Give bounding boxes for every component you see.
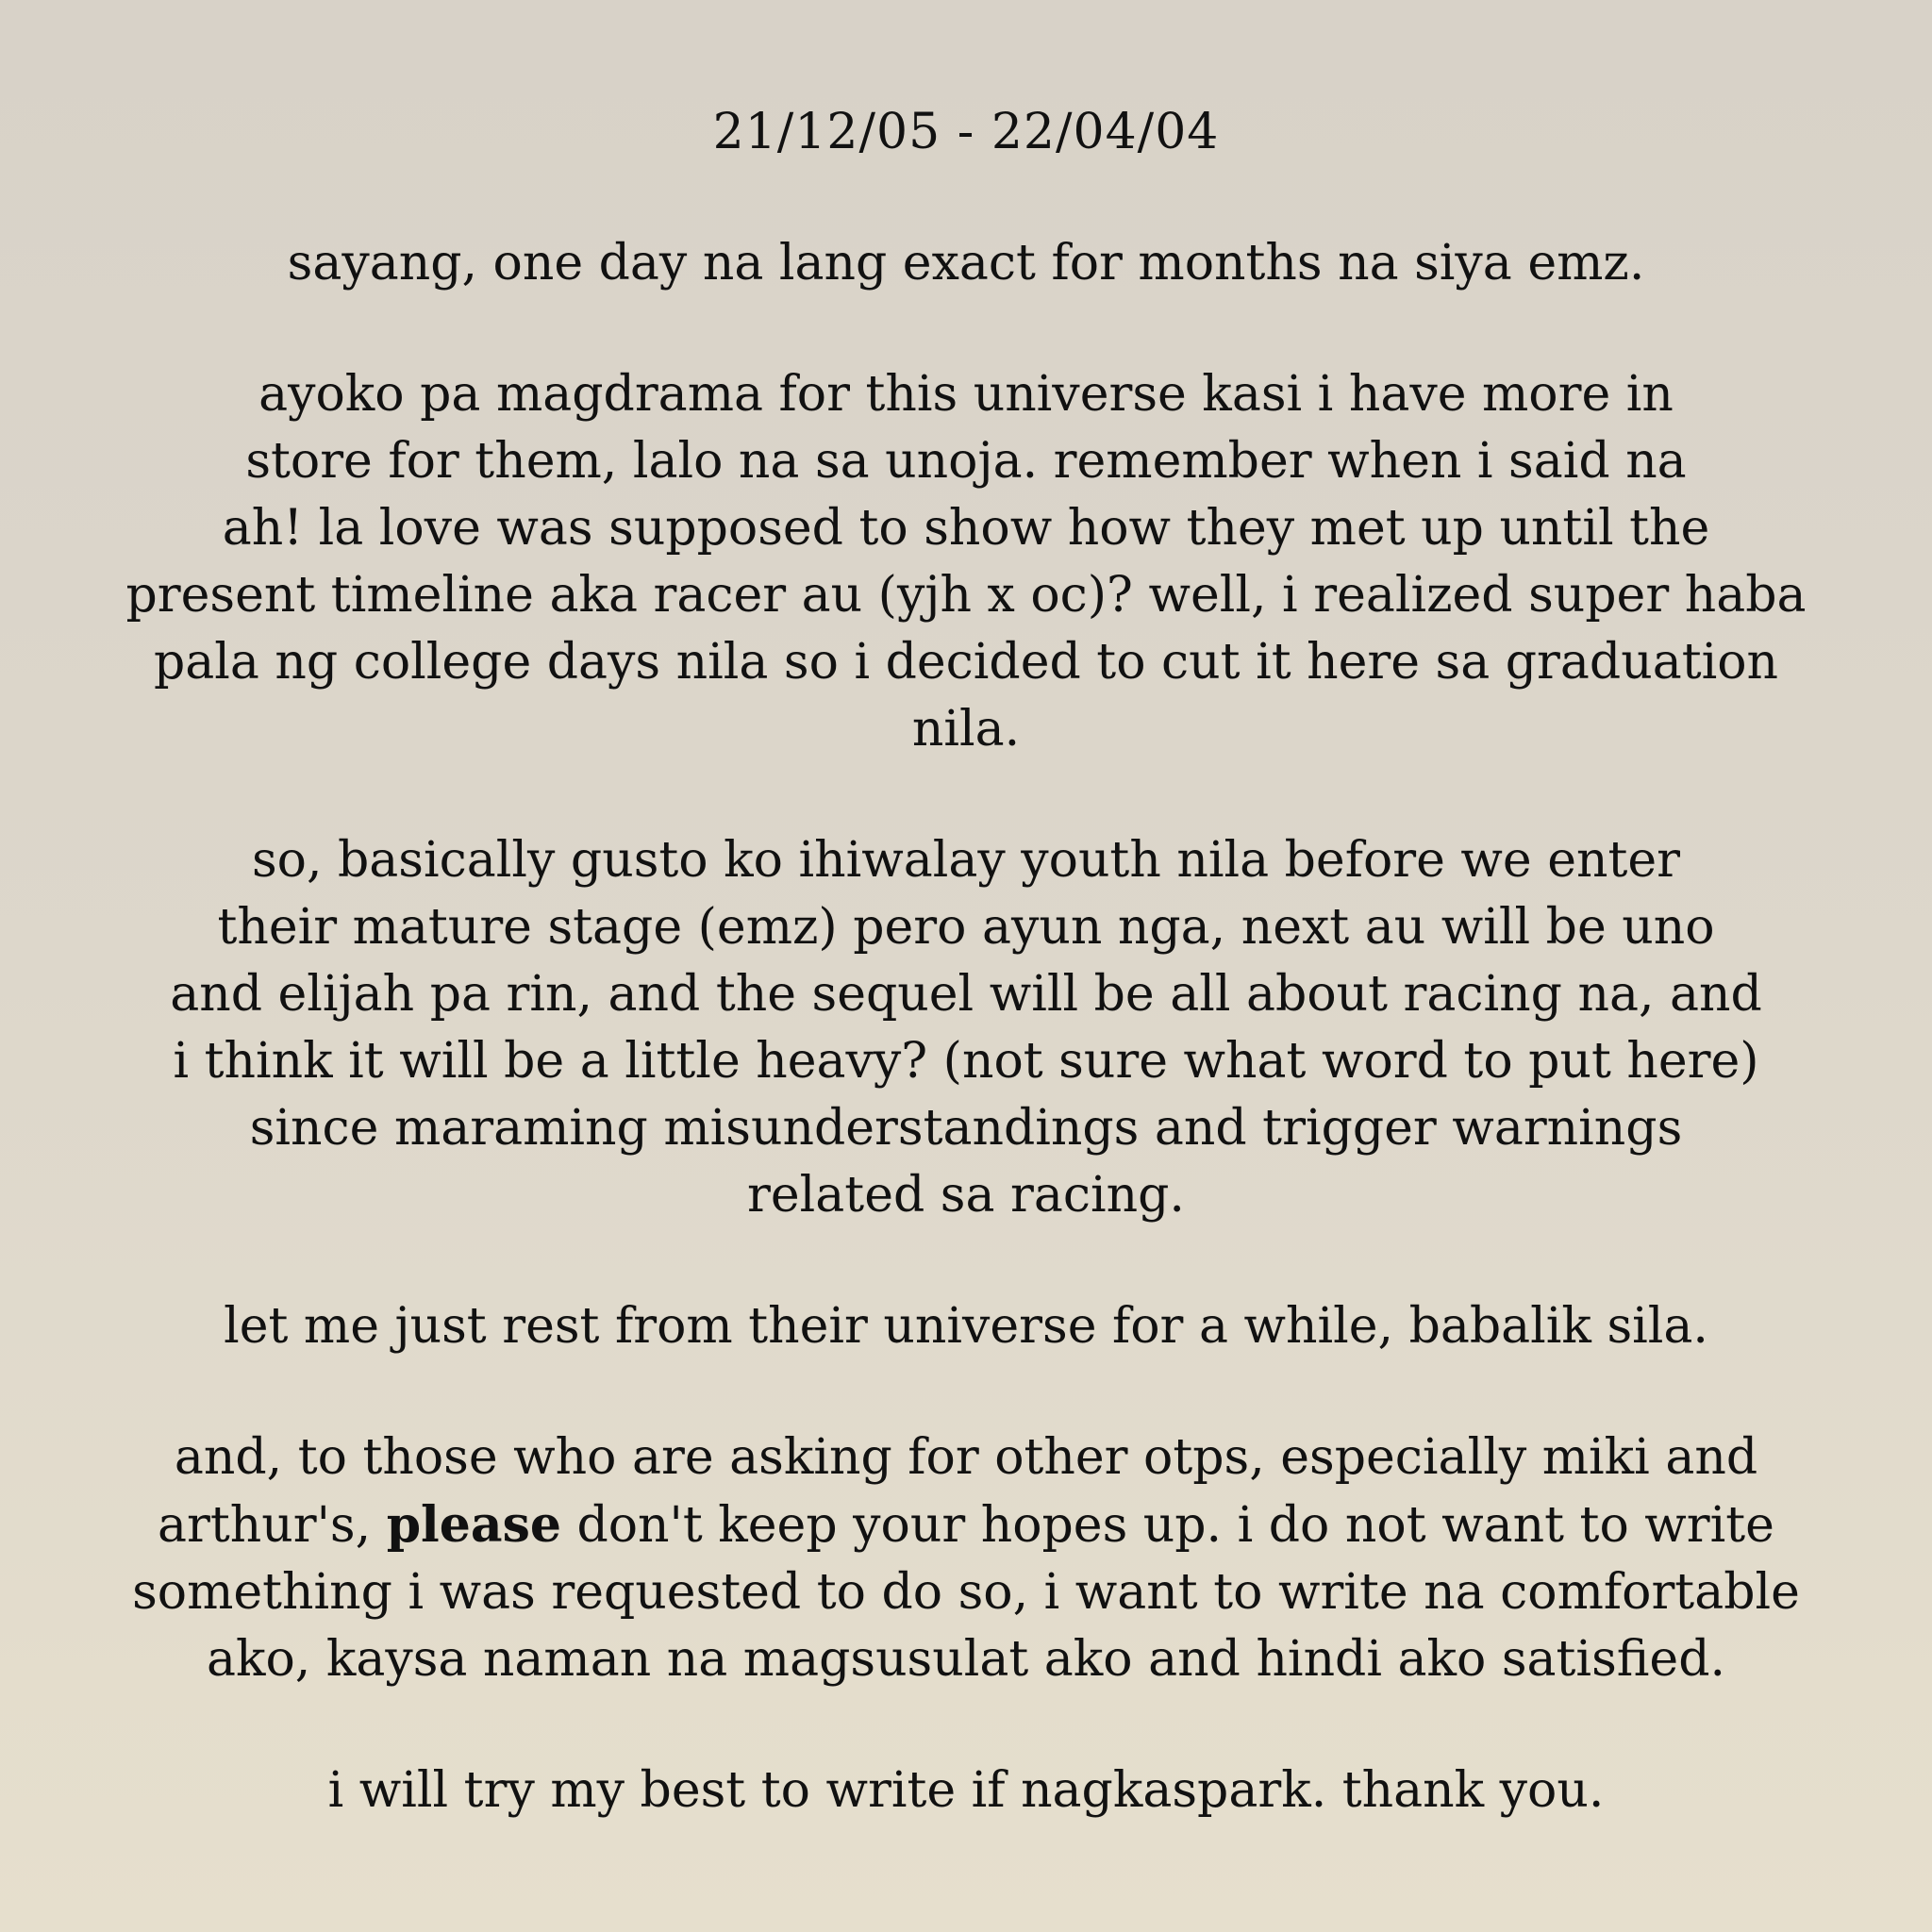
text-line: ah! la love was supposed to show how they met up until the — [222, 500, 1710, 557]
text-line: since maraming misunderstandings and trigger warnings — [249, 1100, 1683, 1157]
text-line — [70, 1491, 1862, 1559]
paragraph-1 — [70, 230, 1862, 297]
text-line: i think it will be a little heavy? (not sure what word to put here) — [173, 1033, 1759, 1090]
paragraph-3 — [70, 827, 1862, 1229]
text-line: their mature stage (emz) pero ayun nga, next au will be uno — [217, 899, 1715, 956]
paragraph-2 — [70, 361, 1862, 763]
paragraph-6 — [70, 1757, 1862, 1824]
paragraph-5 — [70, 1424, 1862, 1693]
text-line: so, basically gusto ko ihiwalay youth nila before we enter — [251, 832, 1681, 889]
date-range: 21/12/05 - 22/04/04 — [712, 104, 1220, 160]
emphasis-please: please — [386, 1496, 561, 1554]
text-line: and, to those who are asking for other otps, especially miki and — [174, 1429, 1758, 1486]
text-line: pala ng college days nila so i decided to cut it here sa graduation — [153, 634, 1779, 691]
text-line: nila. — [911, 701, 1021, 758]
text-line: ako, kaysa naman na magsusulat ako and hindi ako satisfied. — [206, 1631, 1726, 1688]
text-line: and elijah pa rin, and the sequel will be all about racing na, and — [170, 966, 1762, 1023]
text-line: related sa racing. — [747, 1167, 1185, 1224]
text-segment: arthur's, — [158, 1497, 387, 1554]
text-line: something i was requested to do so, i want to write na comfortable — [132, 1564, 1800, 1621]
text-line: i will try my best to write if nagkaspark. thank you. — [327, 1762, 1605, 1819]
text-line: let me just rest from their universe for a while, babalik sila. — [224, 1298, 1708, 1355]
text-line: present timeline aka racer au (yjh x oc)? well, i realized super haba — [125, 567, 1807, 624]
text-line: ayoko pa magdrama for this universe kasi i have more in — [258, 366, 1674, 423]
text-segment: don't keep your hopes up. i do not want to write — [560, 1497, 1774, 1554]
text-line: store for them, lalo na sa unoja. remember when i said na — [245, 433, 1687, 490]
text-line: sayang, one day na lang exact for months na siya emz. — [287, 235, 1645, 291]
paragraph-4 — [70, 1293, 1862, 1360]
